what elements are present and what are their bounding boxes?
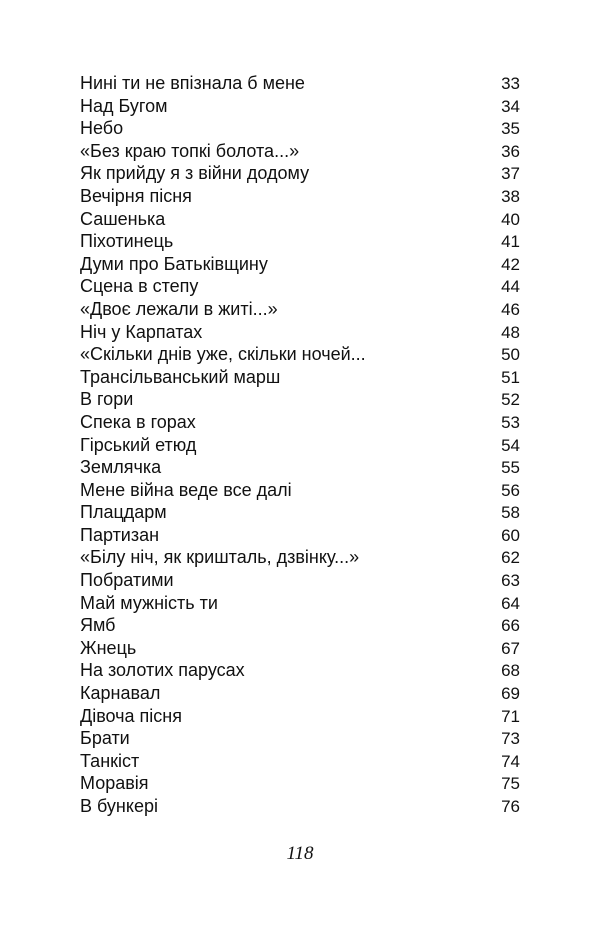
toc-entry xyxy=(80,140,520,163)
toc-entry-title: Плацдарм xyxy=(80,502,167,523)
toc-entry-title: «Двоє лежали в житі...» xyxy=(80,298,278,319)
toc-entry-page: 73 xyxy=(501,729,520,749)
toc-entry-page: 40 xyxy=(501,209,520,229)
toc-entry xyxy=(80,569,520,592)
toc-entry-title: Танкіст xyxy=(80,750,140,771)
toc-entry-page: 62 xyxy=(501,548,520,568)
toc-entry-page: 66 xyxy=(501,616,520,636)
toc-entry-page: 36 xyxy=(501,141,520,161)
toc-entry xyxy=(80,524,520,547)
toc-entry-title: «Скільки днів уже, скільки ночей... xyxy=(80,344,366,365)
toc-entry-page: 35 xyxy=(501,119,520,139)
toc-entry-page: 33 xyxy=(501,74,520,93)
toc-entry-title: «Без краю топкі болота...» xyxy=(80,140,300,161)
toc-entry-title: Піхотинець xyxy=(80,231,174,252)
toc-entry xyxy=(80,230,520,253)
toc-entry-page: 69 xyxy=(501,684,520,704)
toc-entry-title: Вечірня пісня xyxy=(80,185,192,206)
toc-entry xyxy=(80,705,520,728)
toc-entry-page: 53 xyxy=(501,412,520,432)
toc-entry xyxy=(80,750,520,773)
toc-entry-page: 64 xyxy=(501,593,520,613)
toc-entry-title: Землячка xyxy=(80,457,162,478)
toc-entry-title: На золотих парусах xyxy=(80,660,245,681)
toc-entry-title: Карнавал xyxy=(80,683,161,704)
toc-entry-title: Над Бугом xyxy=(80,95,168,116)
toc-entry-title: Брати xyxy=(80,728,130,749)
toc-entry xyxy=(80,727,520,750)
toc-entry xyxy=(80,614,520,637)
toc-entry-page: 37 xyxy=(501,164,520,184)
toc-entry xyxy=(80,95,520,118)
toc-entry-page: 48 xyxy=(501,322,520,342)
toc-entry-page: 76 xyxy=(501,797,520,816)
toc-entry-title: Побратими xyxy=(80,570,174,591)
toc-entry xyxy=(80,208,520,231)
toc-entry-title: Ямб xyxy=(80,615,116,636)
toc-entry-title: В бункері xyxy=(80,796,158,816)
toc-entry xyxy=(80,546,520,569)
toc-entry-page: 38 xyxy=(501,186,520,206)
toc-entry xyxy=(80,659,520,682)
toc-entry xyxy=(80,321,520,344)
toc-entry xyxy=(80,479,520,502)
toc-entry xyxy=(80,366,520,389)
toc-entry-page: 34 xyxy=(501,96,520,116)
toc-entry-title: Май мужність ти xyxy=(80,592,218,613)
toc-entry xyxy=(80,343,520,366)
toc-entry xyxy=(80,682,520,705)
toc-entry-title: Небо xyxy=(80,118,124,139)
toc-entry-title: Ніч у Карпатах xyxy=(80,321,203,342)
toc-entry-page: 56 xyxy=(501,480,520,500)
toc-entry-page: 60 xyxy=(501,525,520,545)
toc-entry-page: 67 xyxy=(501,638,520,658)
toc-entry-page: 44 xyxy=(501,277,520,297)
toc-entry xyxy=(80,637,520,660)
toc-entry-page: 41 xyxy=(501,232,520,252)
toc-entry xyxy=(80,298,520,321)
toc-entry-title: Жнець xyxy=(80,637,137,658)
toc-entry xyxy=(80,275,520,298)
toc-entry-title: Думи про Батьківщину xyxy=(80,253,268,274)
toc-entry-page: 52 xyxy=(501,390,520,410)
toc-entry xyxy=(80,795,520,818)
toc-entry-page: 50 xyxy=(501,345,520,365)
toc-entry-page: 63 xyxy=(501,571,520,591)
toc-entry xyxy=(80,434,520,457)
toc-entry-title: Моравія xyxy=(80,773,149,794)
toc-entry-page: 42 xyxy=(501,254,520,274)
toc-entry-title: Дівоча пісня xyxy=(80,705,182,726)
toc-entry xyxy=(80,592,520,615)
toc-entry-page: 55 xyxy=(501,458,520,478)
toc-entry-title: Мене війна веде все далі xyxy=(80,479,292,500)
toc-entry-title: Як прийду я з війни додому xyxy=(80,163,310,184)
toc-entry-title: Партизан xyxy=(80,524,160,545)
toc-entry-title: Спека в горах xyxy=(80,411,196,432)
toc-entry-title: Гірський етюд xyxy=(80,434,197,455)
toc-entry-page: 71 xyxy=(501,706,520,726)
toc-entry-page: 51 xyxy=(501,367,520,387)
toc-entry-title: Сцена в степу xyxy=(80,276,199,297)
toc-entry-title: В гори xyxy=(80,389,134,410)
toc-entry-page: 75 xyxy=(501,774,520,794)
toc-entry xyxy=(80,117,520,140)
toc-entry-title: «Білу ніч, як кришталь, дзвінку...» xyxy=(80,547,360,568)
toc-entry-title: Трансільванський марш xyxy=(80,366,281,387)
table-of-contents xyxy=(80,72,520,818)
toc-entry-title: Нині ти не впізнала б мене xyxy=(80,73,305,93)
toc-entry xyxy=(80,72,520,95)
toc-entry-page: 58 xyxy=(501,503,520,523)
toc-entry-page: 68 xyxy=(501,661,520,681)
toc-entry xyxy=(80,456,520,479)
toc-entry xyxy=(80,253,520,276)
toc-entry xyxy=(80,162,520,185)
toc-entry xyxy=(80,411,520,434)
toc-entry-page: 74 xyxy=(501,751,520,771)
page-number: 118 xyxy=(286,843,314,864)
toc-entry-page: 54 xyxy=(501,435,520,455)
toc-entry xyxy=(80,501,520,524)
toc-entry xyxy=(80,185,520,208)
toc-entry-page: 46 xyxy=(501,299,520,319)
toc-entry xyxy=(80,772,520,795)
toc-entry-title: Сашенька xyxy=(80,208,166,229)
toc-entry xyxy=(80,388,520,411)
